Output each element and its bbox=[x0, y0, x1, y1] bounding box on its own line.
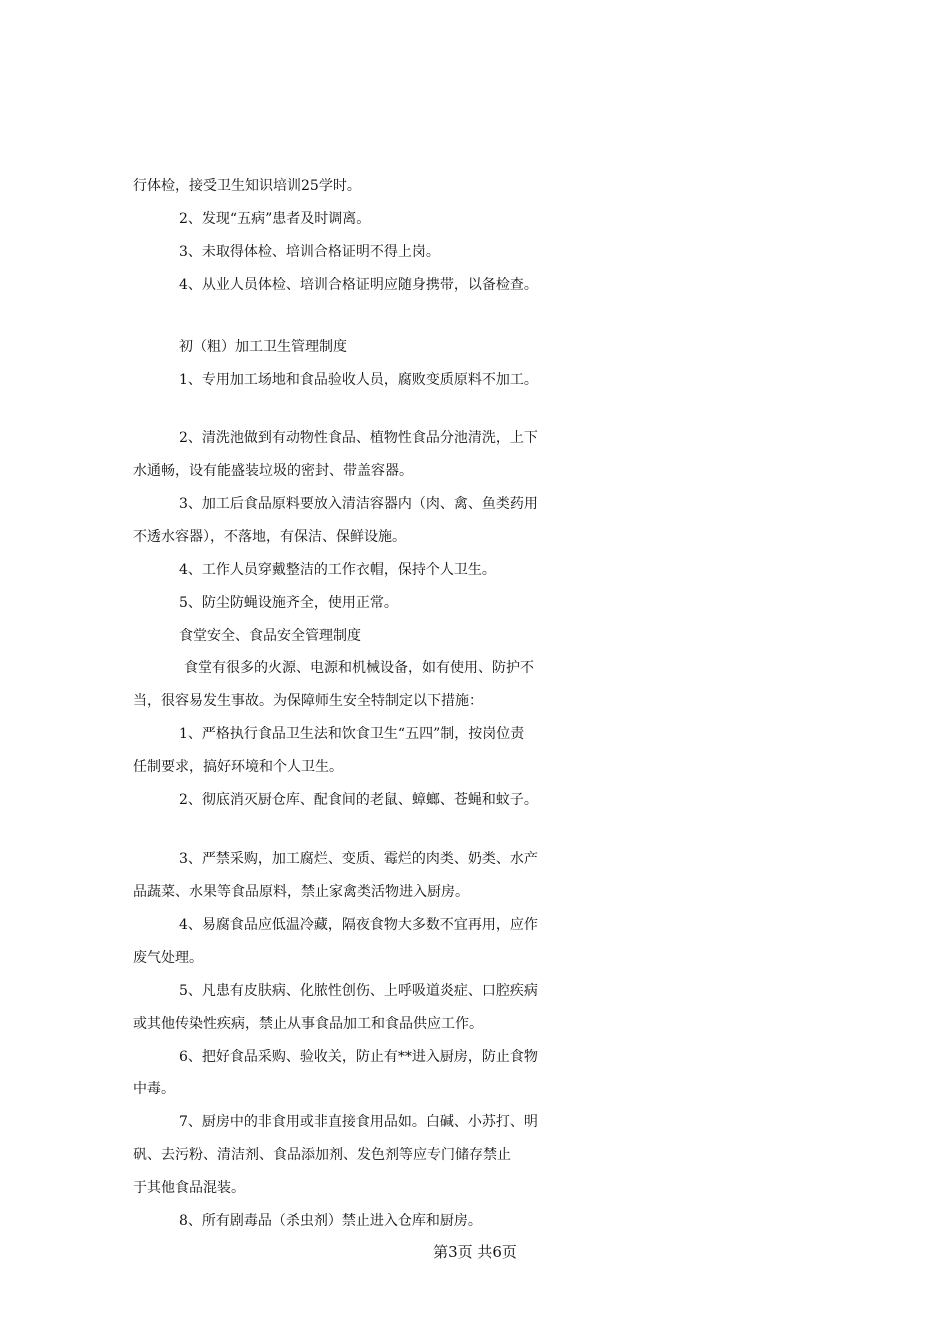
text-line: 4、工作人员穿戴整洁的工作衣帽，保持个人卫生。 bbox=[179, 562, 496, 578]
text-line: 中毒。 bbox=[133, 1081, 175, 1097]
text-line: 矾、去污粉、清洁剂、食品添加剂、发色剂等应专门储存禁止 bbox=[133, 1147, 511, 1163]
text-line: 或其他传染性疾病，禁止从事食品加工和食品供应工作。 bbox=[133, 1016, 483, 1032]
text-line: 6、把好食品采购、验收关，防止有**进入厨房，防止食物 bbox=[179, 1049, 538, 1065]
text-line: 任制要求，搞好环境和个人卫生。 bbox=[133, 759, 343, 775]
text-line: 当，很容易发生事故。为保障师生安全特制定以下措施： bbox=[133, 693, 483, 709]
section-heading: 初（粗）加工卫生管理制度 bbox=[179, 339, 347, 355]
text-line: 食堂有很多的火源、电源和机械设备，如有使用、防护不 bbox=[184, 660, 534, 676]
text-line: 1、严格执行食品卫生法和饮食卫生“五四”制，按岗位责 bbox=[179, 726, 525, 742]
text-line: 5、凡患有皮肤病、化脓性创伤、上呼吸道炎症、口腔疾病 bbox=[179, 983, 538, 999]
text-line: 2、清洗池做到有动物性食品、植物性食品分池清洗，上下 bbox=[179, 430, 538, 446]
text-line: 4、易腐食品应低温冷藏，隔夜食物大多数不宜再用，应作 bbox=[179, 917, 538, 933]
text-line: 水通畅，设有能盛装垃圾的密封、带盖容器。 bbox=[133, 463, 413, 479]
text-line: 5、防尘防蝇设施齐全，使用正常。 bbox=[179, 595, 398, 611]
text-line: 8、所有剧毒品（杀虫剂）禁止进入仓库和厨房。 bbox=[179, 1213, 482, 1229]
text-line: 于其他食品混装。 bbox=[133, 1180, 245, 1196]
text-line: 2、彻底消灭厨仓库、配食间的老鼠、蟑螂、苍蝇和蚊子。 bbox=[179, 792, 538, 808]
text-line: 2、发现“五病”患者及时调离。 bbox=[179, 211, 371, 227]
text-line: 4、从业人员体检、培训合格证明应随身携带，以备检查。 bbox=[179, 277, 538, 293]
text-line: 3、严禁采购，加工腐烂、变质、霉烂的肉类、奶类、水产 bbox=[179, 851, 538, 867]
text-line: 3、未取得体检、培训合格证明不得上岗。 bbox=[179, 244, 440, 260]
text-line: 品蔬菜、水果等食品原料，禁止家禽类活物进入厨房。 bbox=[133, 884, 469, 900]
text-line: 7、厨房中的非食用或非直接食用品如。白碱、小苏打、明 bbox=[179, 1114, 538, 1130]
text-line: 1、专用加工场地和食品验收人员，腐败变质原料不加工。 bbox=[179, 372, 538, 388]
text-line: 3、加工后食品原料要放入清洁容器内（肉、禽、鱼类药用 bbox=[179, 496, 538, 512]
text-line: 不透水容器），不落地，有保洁、保鲜设施。 bbox=[133, 529, 406, 545]
section-heading: 食堂安全、食品安全管理制度 bbox=[179, 628, 361, 644]
page-number-footer: 第3页 共6页 bbox=[433, 1243, 517, 1261]
text-line: 废气处理。 bbox=[133, 950, 203, 966]
text-line: 行体检，接受卫生知识培训25学时。 bbox=[133, 178, 361, 194]
